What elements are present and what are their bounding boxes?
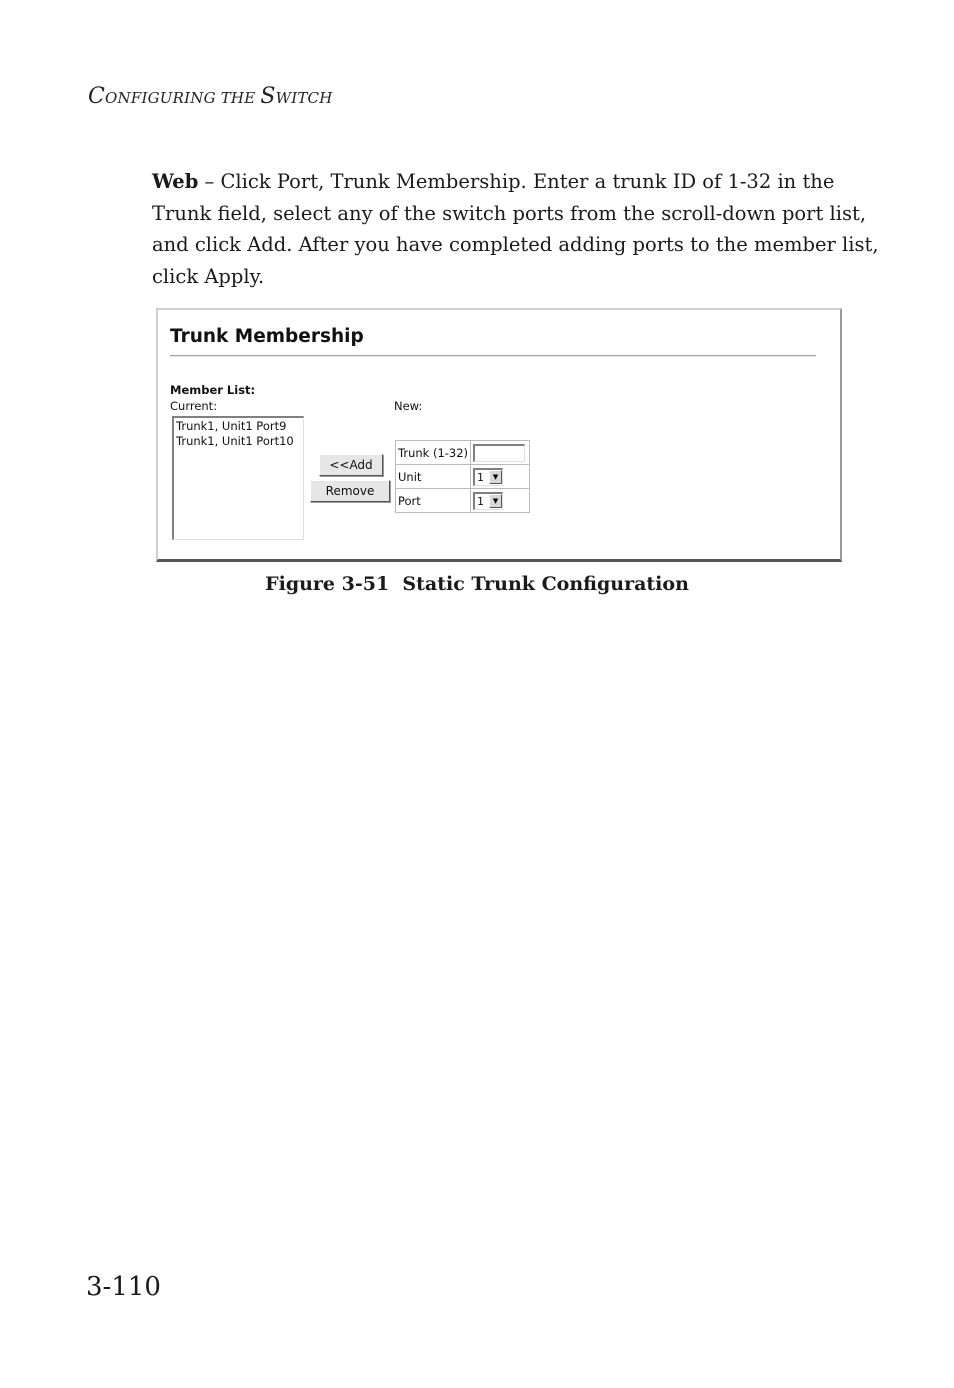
unit-cell	[471, 465, 530, 489]
panel-title: Trunk Membership	[170, 326, 364, 347]
port-label: Port	[396, 489, 471, 513]
trunk-input[interactable]	[473, 444, 525, 462]
intro-lead: Web	[152, 170, 199, 193]
list-item[interactable]: Trunk1, Unit1 Port9	[176, 419, 287, 433]
unit-row	[396, 465, 530, 489]
figure-caption: Figure 3-51 Static Trunk Configuration	[265, 573, 689, 595]
intro-line-2: Trunk field, select any of the switch ports from the scroll-down port list,	[152, 201, 867, 225]
intro-line-4: click Apply.	[152, 264, 265, 288]
header-smallcaps-2: WITCH	[275, 89, 333, 107]
header-initial-s: S	[260, 84, 276, 109]
remove-button[interactable]: Remove	[310, 480, 390, 502]
page-number: 3-110	[86, 1272, 161, 1302]
intro-paragraph	[152, 166, 879, 292]
port-row	[396, 489, 530, 513]
add-button[interactable]: <<Add	[319, 454, 383, 476]
new-label: New:	[394, 399, 423, 413]
chevron-down-icon[interactable]: ▼	[489, 470, 502, 484]
intro-line1-text: – Click Port, Trunk Membership. Enter a trunk ID of 1-32 in the	[198, 170, 835, 193]
unit-label: Unit	[396, 465, 471, 489]
trunk-label: Trunk (1-32)	[396, 441, 471, 465]
member-list-heading: Member List:	[170, 383, 256, 397]
header-initial-c: C	[88, 84, 106, 109]
trunk-cell	[471, 441, 530, 465]
intro-line-1	[152, 166, 852, 198]
trunk-membership-screenshot	[156, 308, 842, 562]
title-divider	[170, 355, 816, 357]
unit-select[interactable]	[473, 468, 503, 486]
chevron-down-icon[interactable]: ▼	[489, 494, 502, 508]
running-header	[88, 84, 333, 109]
current-members-listbox[interactable]	[172, 416, 304, 540]
intro-line-3: and click Add. After you have completed adding ports to the member list,	[152, 233, 879, 256]
header-smallcaps-1: ONFIGURING THE	[105, 89, 261, 107]
port-select-value: 1	[477, 494, 485, 508]
trunk-row	[396, 441, 530, 465]
list-item[interactable]: Trunk1, Unit1 Port10	[176, 434, 294, 448]
port-select[interactable]	[473, 492, 503, 510]
new-member-form	[395, 440, 530, 513]
unit-select-value: 1	[477, 470, 485, 484]
port-cell	[471, 489, 530, 513]
current-label: Current:	[170, 399, 218, 413]
